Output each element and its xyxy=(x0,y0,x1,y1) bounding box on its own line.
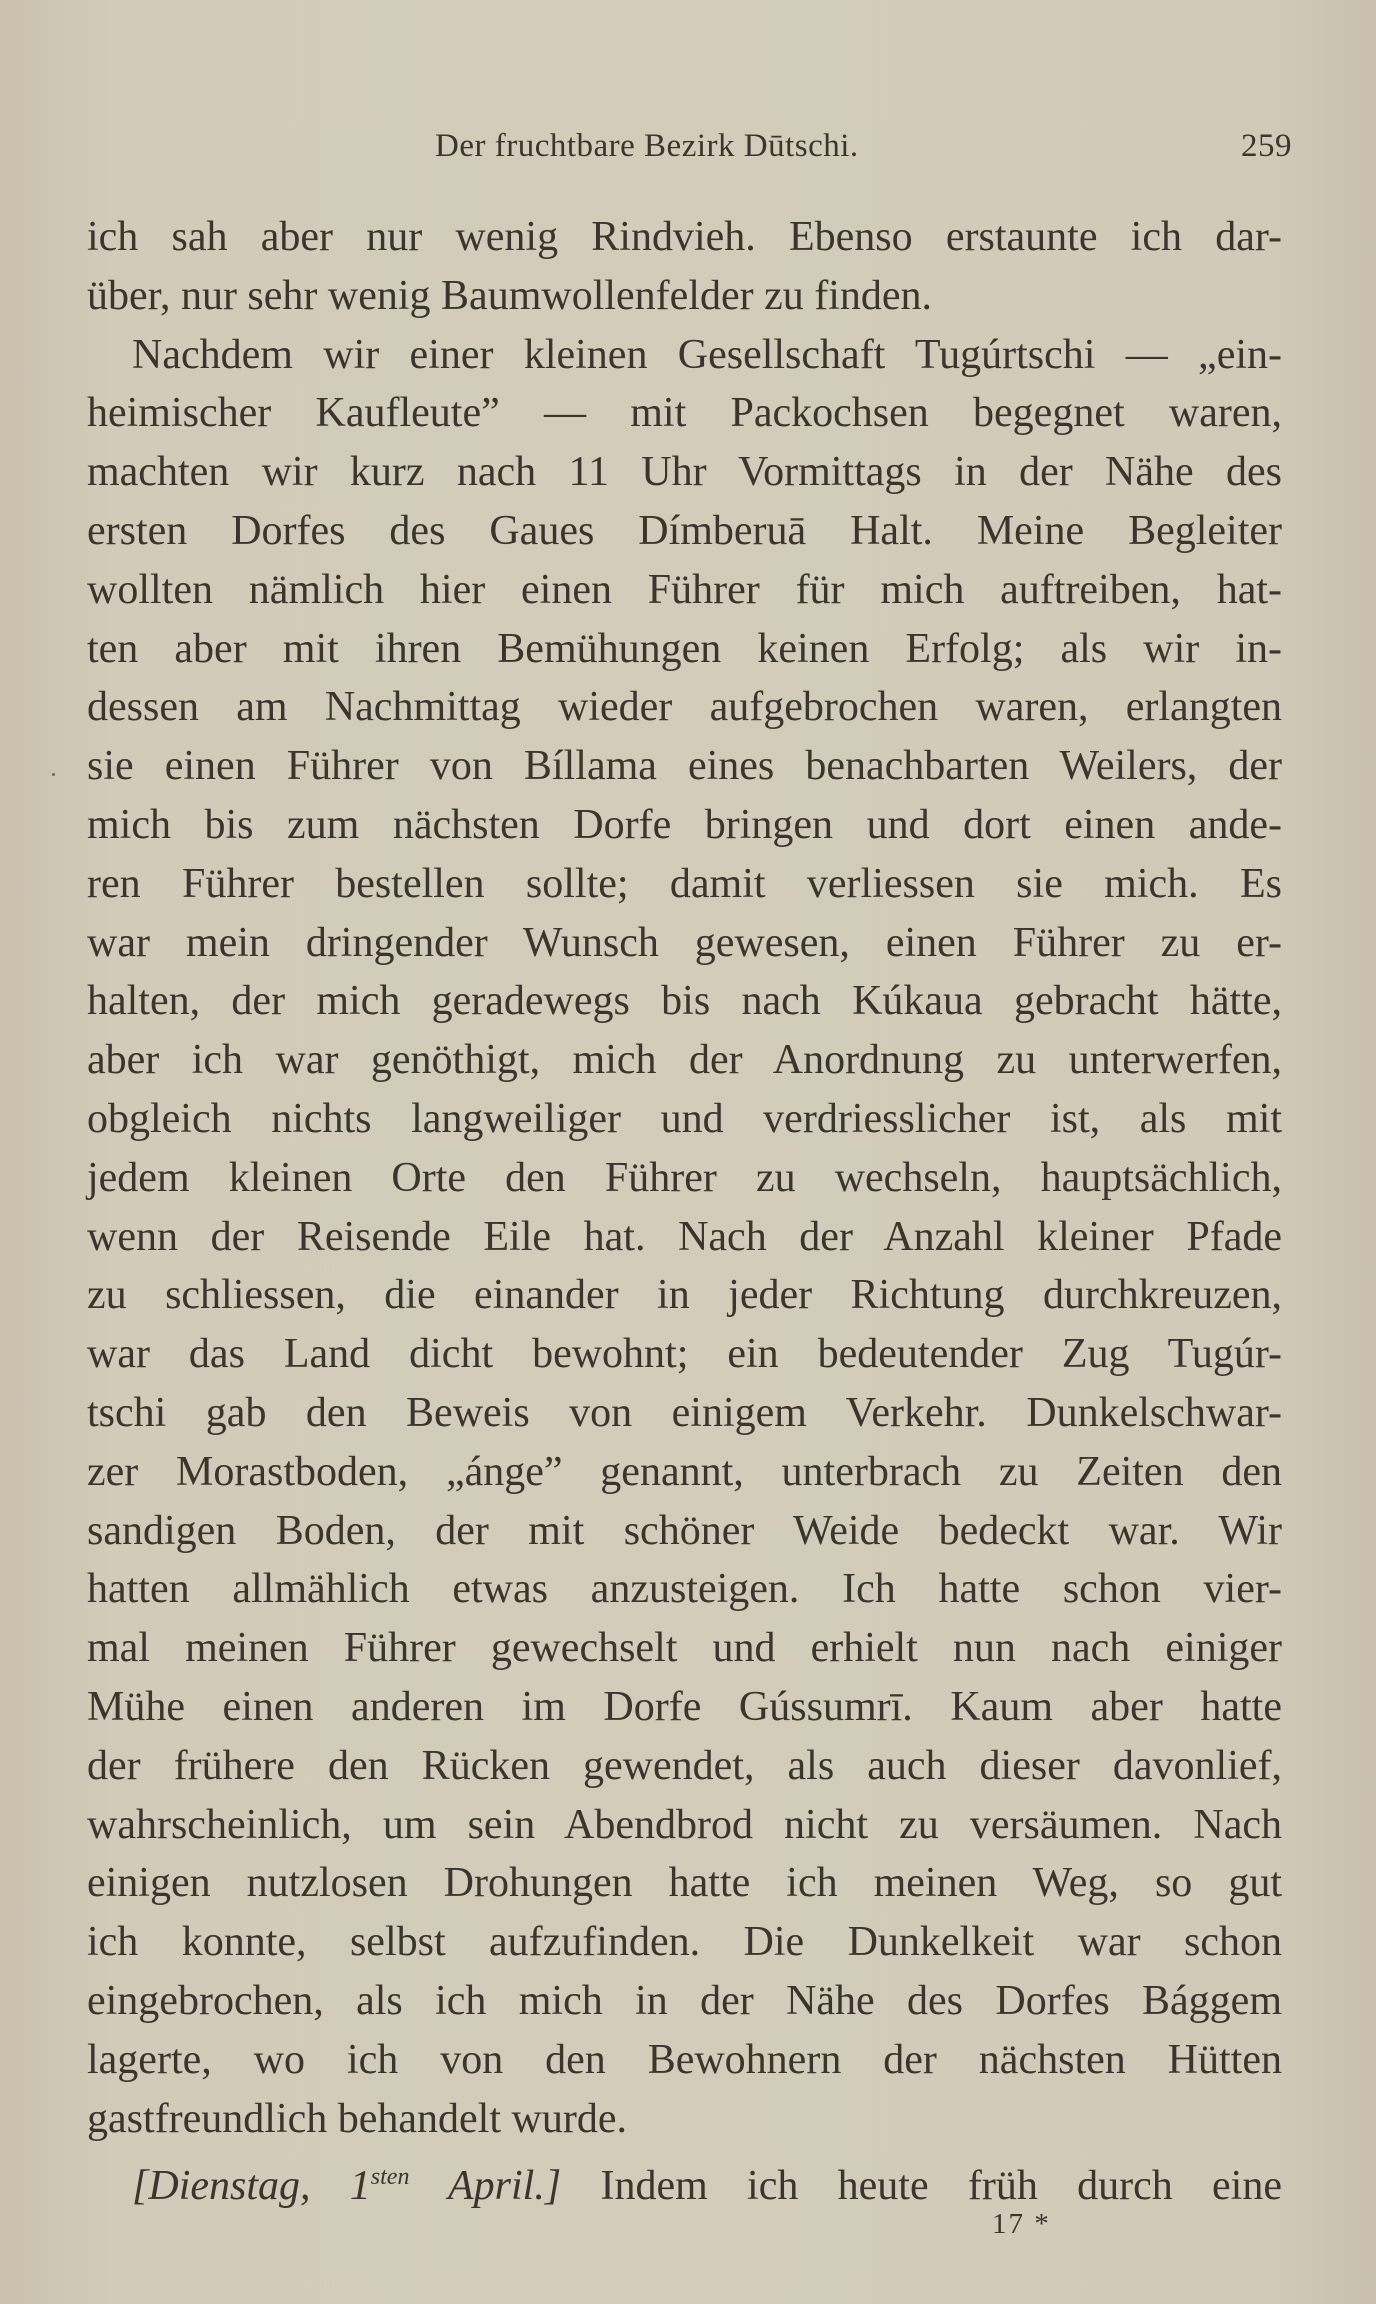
text-line: zer Morastboden, „ánge” genannt, unterbrach zu Zeiten den xyxy=(87,1448,1282,1495)
text-line: sandigen Boden, der mit schöner Weide bedeckt war. Wir xyxy=(87,1507,1282,1554)
text-line: sie einen Führer von Bíllama eines benachbarten Weilers, der xyxy=(87,743,1282,790)
page-number: 259 xyxy=(1241,128,1292,164)
body-text xyxy=(87,208,1282,2210)
text-line: wahrscheinlich, um sein Abendbrod nicht zu versäumen. Nach xyxy=(87,1801,1282,1848)
date-line xyxy=(87,2148,1282,2210)
date-line-text: Indem ich heute früh durch eine xyxy=(600,2163,1282,2210)
text-line: heimischer Kaufleute” — mit Packochsen begegnet waren, xyxy=(87,390,1282,437)
text-line: hatten allmählich etwas anzusteigen. Ich hatte schon vier- xyxy=(87,1566,1282,1613)
text-line: mal meinen Führer gewechselt und erhielt nun nach einiger xyxy=(87,1625,1282,1672)
date-month: April. xyxy=(448,2163,545,2210)
text-line: einigen nutzlosen Drohungen hatte ich meinen Weg, so gut xyxy=(87,1860,1282,1907)
text-line: gastfreundlich behandelt wurde. xyxy=(87,2095,627,2142)
running-head xyxy=(82,128,1292,178)
text-line: ich konnte, selbst aufzufinden. Die Dunkelkeit war schon xyxy=(87,1919,1282,1966)
text-line: Nachdem wir einer kleinen Gesellschaft Tugúrtschi — „ein- xyxy=(132,331,1282,378)
text-line: aber ich war genöthigt, mich der Anordnung zu unterwerfen, xyxy=(87,1037,1282,1084)
text-line: ten aber mit ihren Bemühungen keinen Erfolg; als wir in- xyxy=(87,625,1282,672)
text-line: zu schliessen, die einander in jeder Richtung durchkreuzen, xyxy=(87,1272,1282,1319)
bracket-open: [ xyxy=(132,2163,149,2210)
date-weekday: Dienstag, xyxy=(148,2163,311,2210)
text-line: ren Führer bestellen sollte; damit verliessen sie mich. Es xyxy=(87,860,1282,907)
text-line: halten, der mich geradewegs bis nach Kúkaua gebracht hätte, xyxy=(87,978,1282,1025)
text-line: machten wir kurz nach 11 Uhr Vormittags in der Nähe des xyxy=(87,449,1282,496)
text-line: war das Land dicht bewohnt; ein bedeutender Zug Tugúr- xyxy=(87,1331,1282,1378)
signature-mark: 17 * xyxy=(992,2208,1051,2240)
date-day: 1 xyxy=(349,2163,371,2210)
text-line: lagerte, wo ich von den Bewohnern der nächsten Hütten xyxy=(87,2036,1282,2083)
text-line: wollten nämlich hier einen Führer für mich auftreiben, hat- xyxy=(87,566,1282,613)
text-line: obgleich nichts langweiliger und verdriesslicher ist, als mit xyxy=(87,1095,1282,1142)
text-line: dessen am Nachmittag wieder aufgebrochen waren, erlangten xyxy=(87,684,1282,731)
text-line: tschi gab den Beweis von einigem Verkehr. Dunkelschwar- xyxy=(87,1389,1282,1436)
margin-speck xyxy=(52,773,55,776)
date-note xyxy=(132,2163,561,2209)
text-line: jedem kleinen Orte den Führer zu wechseln, hauptsächlich, xyxy=(87,1154,1282,1201)
text-line: mich bis zum nächsten Dorfe bringen und dort einen ande- xyxy=(87,801,1282,848)
running-title: Der fruchtbare Bezirk Dūtschi. xyxy=(435,128,859,164)
text-line: ersten Dorfes des Gaues Dímberuā Halt. Meine Begleiter xyxy=(87,507,1282,554)
text-line: der frühere den Rücken gewendet, als auch dieser davonlief, xyxy=(87,1742,1282,1789)
text-line: ich sah aber nur wenig Rindvieh. Ebenso erstaunte ich dar- xyxy=(87,214,1282,260)
text-line: wenn der Reisende Eile hat. Nach der Anzahl kleiner Pfade xyxy=(87,1213,1282,1260)
bracket-close: ] xyxy=(544,2163,562,2210)
text-line: war mein dringender Wunsch gewesen, einen Führer zu er- xyxy=(87,919,1282,966)
text-line: über, nur sehr wenig Baumwollenfelder zu finden. xyxy=(87,272,933,319)
text-line: eingebrochen, als ich mich in der Nähe des Dorfes Bággem xyxy=(87,1977,1282,2024)
date-day-suffix: sten xyxy=(370,2164,410,2191)
text-line: Mühe einen anderen im Dorfe Gússumrī. Kaum aber hatte xyxy=(87,1683,1282,1730)
